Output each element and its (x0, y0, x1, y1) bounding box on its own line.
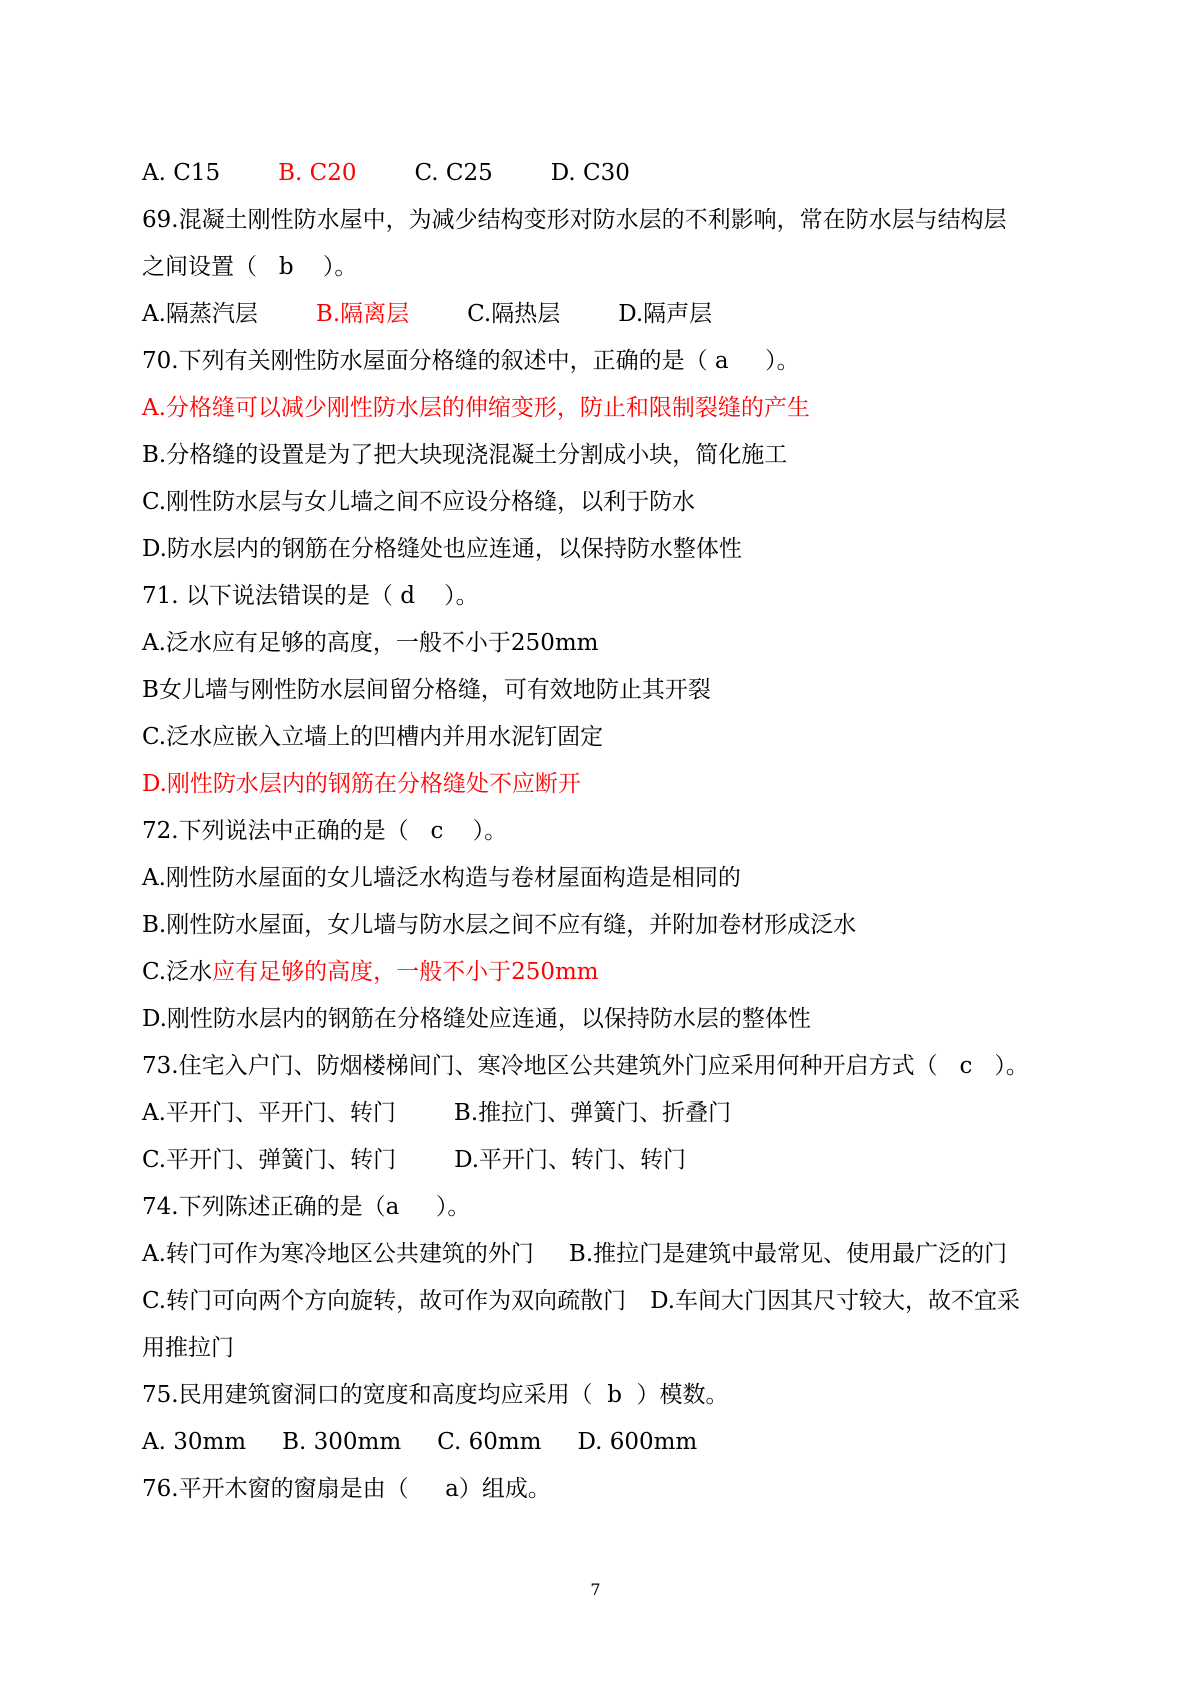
q75-stem: 75.民用建筑窗洞口的宽度和高度均应采用（ b ）模数。 (142, 1382, 729, 1408)
q71-option-d-answer: D.刚性防水层内的钢筋在分格缝处不应断开 (142, 771, 581, 797)
q69-options (142, 291, 1062, 338)
q73-option-d: D.平开门、转门、转门 (454, 1147, 687, 1173)
q71-stem: 71. 以下说法错误的是（ d ）。 (142, 583, 479, 609)
q70-option-b: B.分格缝的设置是为了把大块现浇混凝土分割成小块，简化施工 (142, 442, 788, 468)
q72-stem: 72.下列说法中正确的是（ c ）。 (142, 818, 508, 844)
q69-option-b-answer: B.隔离层 (315, 301, 410, 327)
q70-option-c: C.刚性防水层与女儿墙之间不应设分格缝，以利于防水 (142, 489, 696, 515)
q72-option-d: D.刚性防水层内的钢筋在分格缝处应连通，以保持防水层的整体性 (142, 1006, 811, 1032)
q75-option-b: B. 300mm (282, 1429, 402, 1455)
q73-option-a: A.平开门、平开门、转门 (142, 1100, 396, 1126)
q73-stem: 73.住宅入户门、防烟楼梯间门、寒冷地区公共建筑外门应采用何种开启方式（ c ）。 (142, 1053, 1029, 1079)
q74-stem: 74.下列陈述正确的是（a ）。 (142, 1194, 471, 1220)
q70-stem: 70.下列有关刚性防水屋面分格缝的叙述中，正确的是（ a ）。 (142, 348, 800, 374)
q74-option-a: A.转门可作为寒冷地区公共建筑的外门 (142, 1241, 534, 1267)
q72-option-a: A.刚性防水屋面的女儿墙泛水构造与卷材屋面构造是相同的 (142, 865, 741, 891)
q68-option-b-answer: B. C20 (278, 160, 357, 186)
q74-options-row2 (142, 1278, 1062, 1325)
q74-option-c: C.转门可向两个方向旋转，故可作为双向疏散门 (142, 1288, 627, 1314)
q69-option-d: D.隔声层 (618, 301, 713, 327)
q71-option-a: A.泛水应有足够的高度，一般不小于250mm (142, 630, 599, 656)
q76-stem: 76.平开木窗的窗扇是由（ a）组成。 (142, 1476, 551, 1502)
q68-options (142, 150, 1062, 197)
q69-stem-line1: 69.混凝土刚性防水屋中，为减少结构变形对防水层的不利影响，常在防水层与结构层 (142, 207, 1007, 233)
q71-option-c: C.泛水应嵌入立墙上的凹槽内并用水泥钉固定 (142, 724, 604, 750)
q72-option-b: B.刚性防水屋面，女儿墙与防水层之间不应有缝，并附加卷材形成泛水 (142, 912, 857, 938)
page-number: 7 (590, 1580, 601, 1599)
q73-option-c: C.平开门、弹簧门、转门 (142, 1147, 397, 1173)
q69-option-c: C.隔热层 (467, 301, 561, 327)
q73-option-b: B.推拉门、弹簧门、折叠门 (453, 1100, 732, 1126)
q75-option-a: A. 30mm (142, 1429, 247, 1455)
q72-option-c-answer-highlight: 应有足够的高度，一般不小于250mm (212, 959, 599, 985)
q68-option-d: D. C30 (550, 160, 630, 186)
q75-options (142, 1419, 1062, 1466)
q75-option-d: D. 600mm (577, 1429, 698, 1455)
q74-option-b: B.推拉门是建筑中最常见、使用最广泛的门 (568, 1241, 1008, 1267)
q74-options-row1 (142, 1231, 1062, 1278)
q74-option-d-line1: D.车间大门因其尺寸较大，故不宜采 (650, 1288, 1021, 1314)
q72-option-c (142, 949, 1062, 996)
q70-option-a-answer: A.分格缝可以减少刚性防水层的伸缩变形，防止和限制裂缝的产生 (142, 395, 810, 421)
q68-option-c: C. C25 (414, 160, 493, 186)
q68-option-a: A. C15 (142, 160, 221, 186)
q73-options-row2 (142, 1137, 1062, 1184)
q70-option-d: D.防水层内的钢筋在分格缝处也应连通，以保持防水整体性 (142, 536, 742, 562)
q75-option-c: C. 60mm (437, 1429, 542, 1455)
q73-options-row1 (142, 1090, 1062, 1137)
question-content (142, 150, 1062, 1513)
q74-option-d-line2: 用推拉门 (142, 1335, 234, 1361)
q72-option-c-prefix: C.泛水 (142, 959, 213, 985)
q69-option-a: A.隔蒸汽层 (142, 301, 258, 327)
q69-stem-line2: 之间设置（ b ）。 (142, 254, 358, 280)
q71-option-b: B女儿墙与刚性防水层间留分格缝，可有效地防止其开裂 (142, 677, 711, 703)
